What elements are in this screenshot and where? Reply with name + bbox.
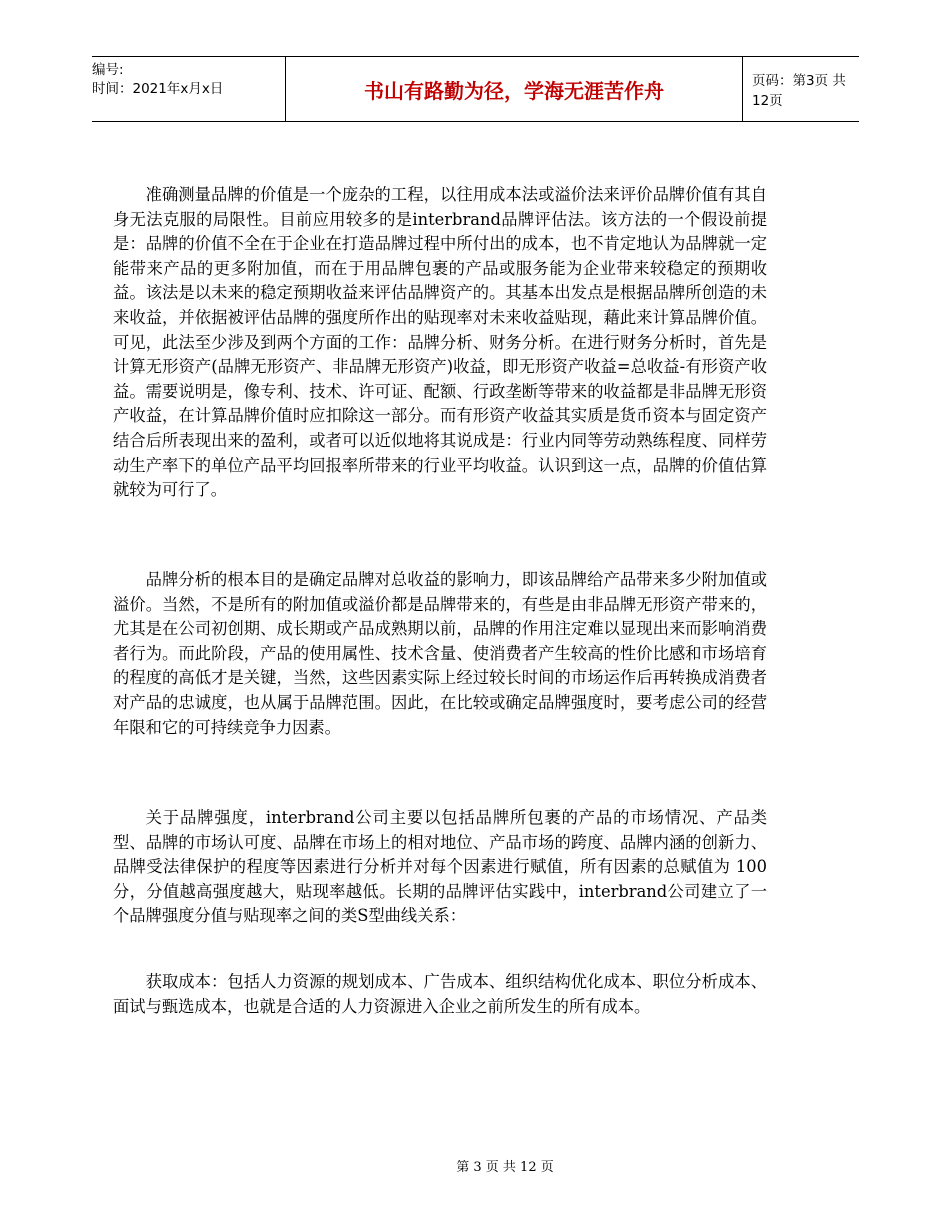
- header-meta: [92, 57, 285, 121]
- header-page-label: 页码：第3页 共12页: [752, 73, 846, 109]
- body-paragraph: 品牌分析的根本目的是确定品牌对总收益的影响力，即该品牌给产品带来多少附加值或溢价。当然，不是所有的附加值或溢价都是品牌带来的，有些是由非品牌无形资产带来的，尤其是在公司初创期、成长期或产品成熟期以前，品牌的作用注定难以显现出来而影响消费者行为。而此阶段，产品的使用属性、技术含量、使消费者产生较高的性价比感和市场培育的程度的高低才是关键，当然，这些因素实际上经过较长时间的市场运作后再转换成消费者对产品的忠诚度，也从属于品牌范围。因此，在比较或确定品牌强度时，要考虑公司的经营年限和它的可持续竞争力因素。: [113, 570, 767, 737]
- document-date-label: 时间：2021年x月x日: [92, 81, 224, 97]
- header-motto: 书山有路勤为径，学海无涯苦作舟: [285, 57, 743, 121]
- page-footer: 第 3 页 共 12 页: [456, 1160, 554, 1175]
- body-paragraph: 关于品牌强度，interbrand公司主要以包括品牌所包裹的产品的市场情况、产品类型、品牌的市场认可度、品牌在市场上的相对地位、产品市场的跨度、品牌内涵的创新力、品牌受法律保护的程度等因素进行分析并对每个因素进行赋值，所有因素的总赋值为 100分，分值越高强度越大，贴现率越低。长期的品牌评估实践中，interbrand公司建立了一个品牌强度分值与贴现率之间的类S型曲线关系：: [113, 808, 767, 926]
- page-header: [92, 56, 859, 122]
- body-paragraph: 准确测量品牌的价值是一个庞杂的工程，以往用成本法或溢价法来评价品牌价值有其自身无法克服的局限性。目前应用较多的是interbrand品牌评估法。该方法的一个假设前提是：品牌的价值不全在于企业在打造品牌过程中所付出的成本，也不肯定地认为品牌就一定能带来产品的更多附加值，而在于用品牌包裹的产品或服务能为企业带来较稳定的预期收益。该法是以未来的稳定预期收益来评估品牌资产的。其基本出发点是根据品牌所创造的未来收益，并依据被评估品牌的强度所作出的贴现率对未来收益贴现，藉此来计算品牌价值。可见，此法至少涉及到两个方面的工作：品牌分析、财务分析。在进行财务分析时，首先是计算无形资产(品牌无形资产、非品牌无形资产)收益，即无形资产收益=总收益-有形资产收益。需要说明是，像专利、技术、许可证、配额、行政垄断等带来的收益都是非品牌无形资产收益，在计算品牌价值时应扣除这一部分。而有形资产收益其实质是货币资本与固定资产结合后所表现出来的盈利，或者可以近似地将其说成是：行业内同等劳动熟练程度、同样劳动生产率下的单位产品平均回报率所带来的行业平均收益。认识到这一点，品牌的价值估算就较为可行了。: [113, 185, 767, 500]
- body-paragraph: 获取成本：包括人力资源的规划成本、广告成本、组织结构优化成本、职位分析成本、面试与甄选成本，也就是合适的人力资源进入企业之前所发生的所有成本。: [113, 972, 767, 1016]
- document-number-label: 编号:: [92, 62, 124, 78]
